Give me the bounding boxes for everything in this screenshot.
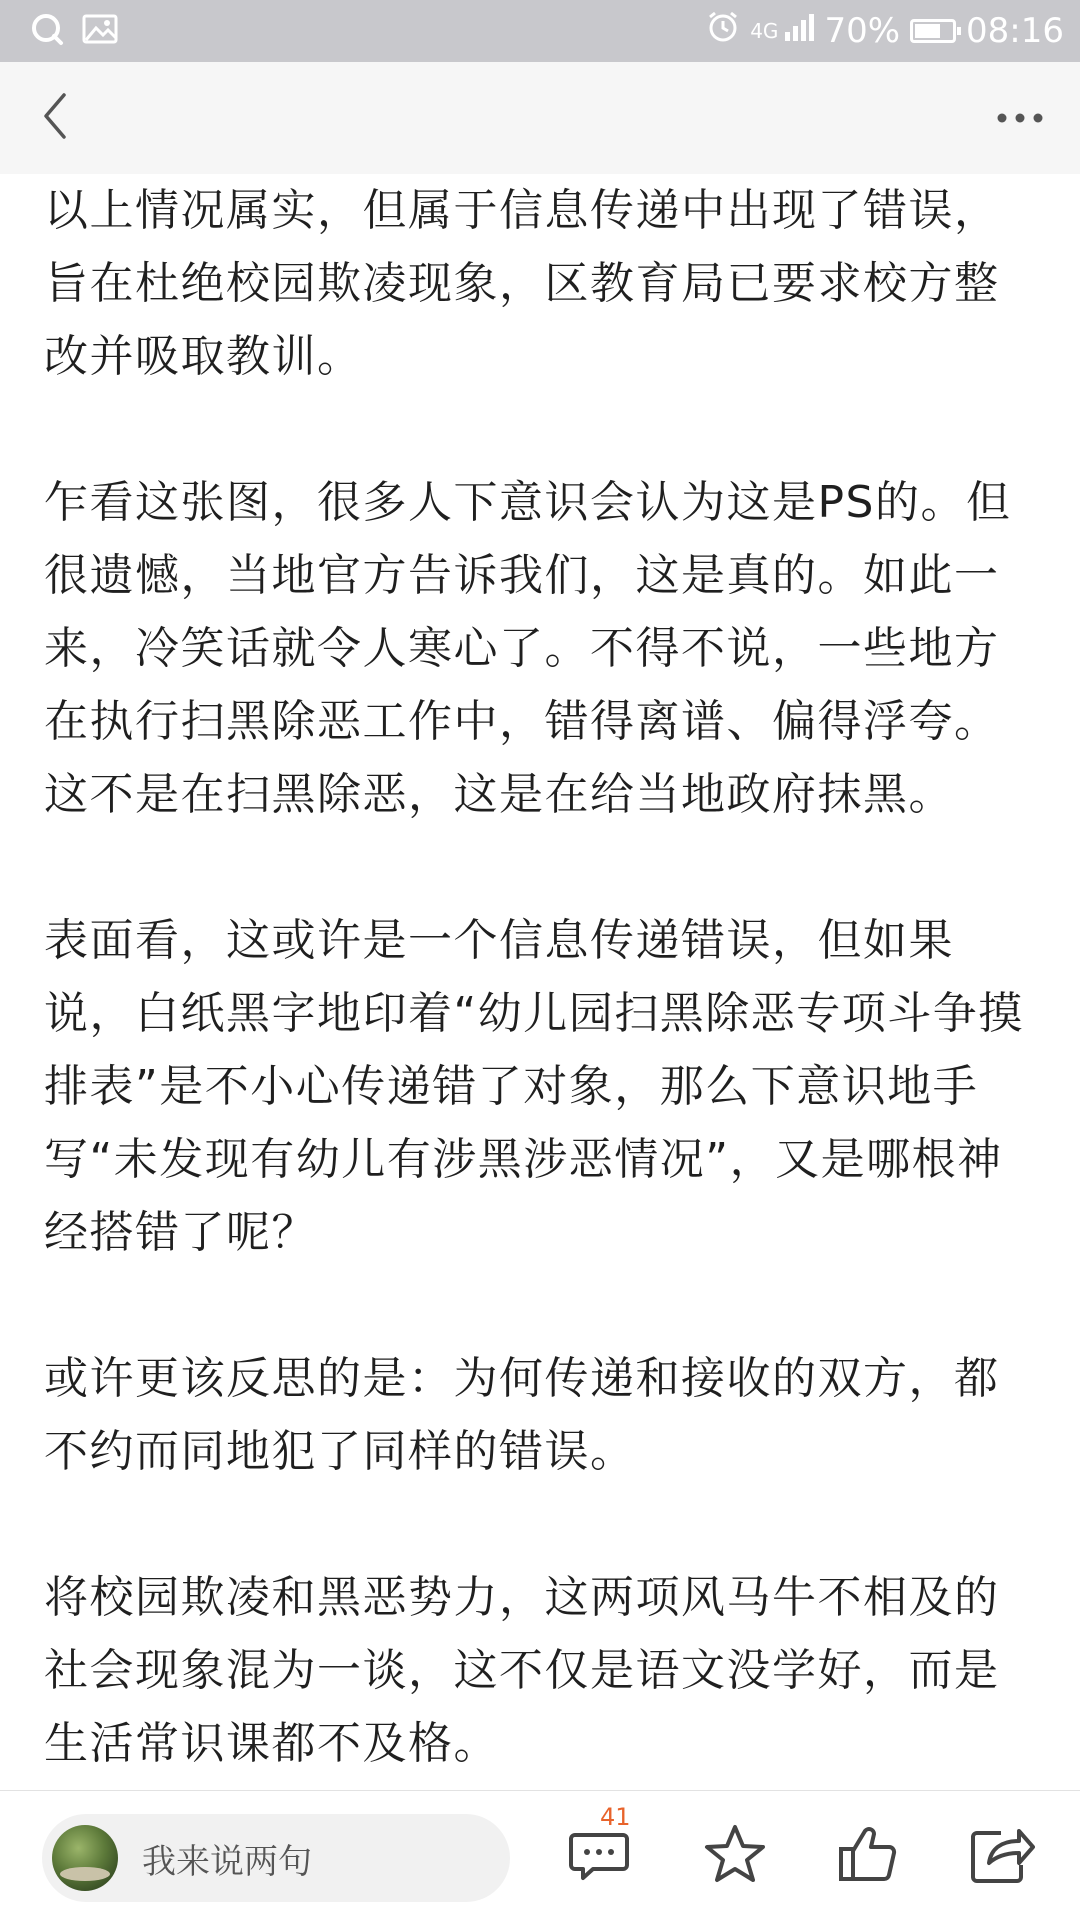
thumbs-up-icon[interactable]: [833, 1819, 903, 1889]
article-paragraph-3: 表面看，这或许是一个信息传递错误，但如果说，白纸黑字地印着“幼儿园扫黑除恶专项斗争摸排表”是不小心传递错了对象，那么下意识地手写“未发现有幼儿有涉黑涉恶情况”，又是哪根神经搭错了呢？: [44, 915, 1024, 1258]
alarm-icon: [706, 10, 740, 53]
battery-level: [915, 24, 940, 38]
comment-placeholder: 我来说两句: [142, 1841, 312, 1882]
article-paragraph-4: 或许更该反思的是：为何传递和接收的双方，都不约而同地犯了同样的错误。: [44, 1353, 1000, 1477]
image-icon: [82, 14, 118, 48]
network-type: 4G: [750, 19, 779, 43]
article-paragraph-1: 以上情况属实，但属于信息传递中出现了错误，旨在杜绝校园欺凌现象，区教育局已要求校方整改并吸取教训。: [44, 185, 1000, 382]
clock: 08:16: [966, 11, 1064, 51]
share-icon[interactable]: [965, 1819, 1035, 1889]
title-bar: [0, 62, 1080, 174]
star-icon[interactable]: [700, 1819, 770, 1889]
battery-icon: [910, 19, 956, 43]
article-body: [0, 174, 1080, 1790]
qq-icon: [30, 12, 64, 50]
bottom-action-bar: [0, 1790, 1080, 1920]
avatar: [52, 1825, 118, 1891]
comment-count-badge: 41: [600, 1803, 631, 1831]
comment-input[interactable]: [42, 1814, 510, 1902]
more-horizontal-icon[interactable]: [996, 109, 1044, 128]
signal-icon: [784, 11, 814, 51]
status-bar: [0, 0, 1080, 62]
status-right: [706, 10, 1064, 53]
status-left: [30, 12, 118, 50]
article-paragraph-5: 将校园欺凌和黑恶势力，这两项风马牛不相及的社会现象混为一谈，这不仅是语文没学好，而是生活常识课都不及格。: [44, 1572, 1000, 1769]
battery-percent: 70%: [824, 11, 901, 51]
chevron-left-icon[interactable]: [40, 91, 70, 145]
article-paragraph-2: 乍看这张图，很多人下意识会认为这是PS的。但很遗憾，当地官方告诉我们，这是真的。如此一来，冷笑话就令人寒心了。不得不说，一些地方在执行扫黑除恶工作中，错得离谱、偏得浮夸。这不是在扫黑除恶，这是在给当地政府抹黑。: [44, 477, 1012, 820]
